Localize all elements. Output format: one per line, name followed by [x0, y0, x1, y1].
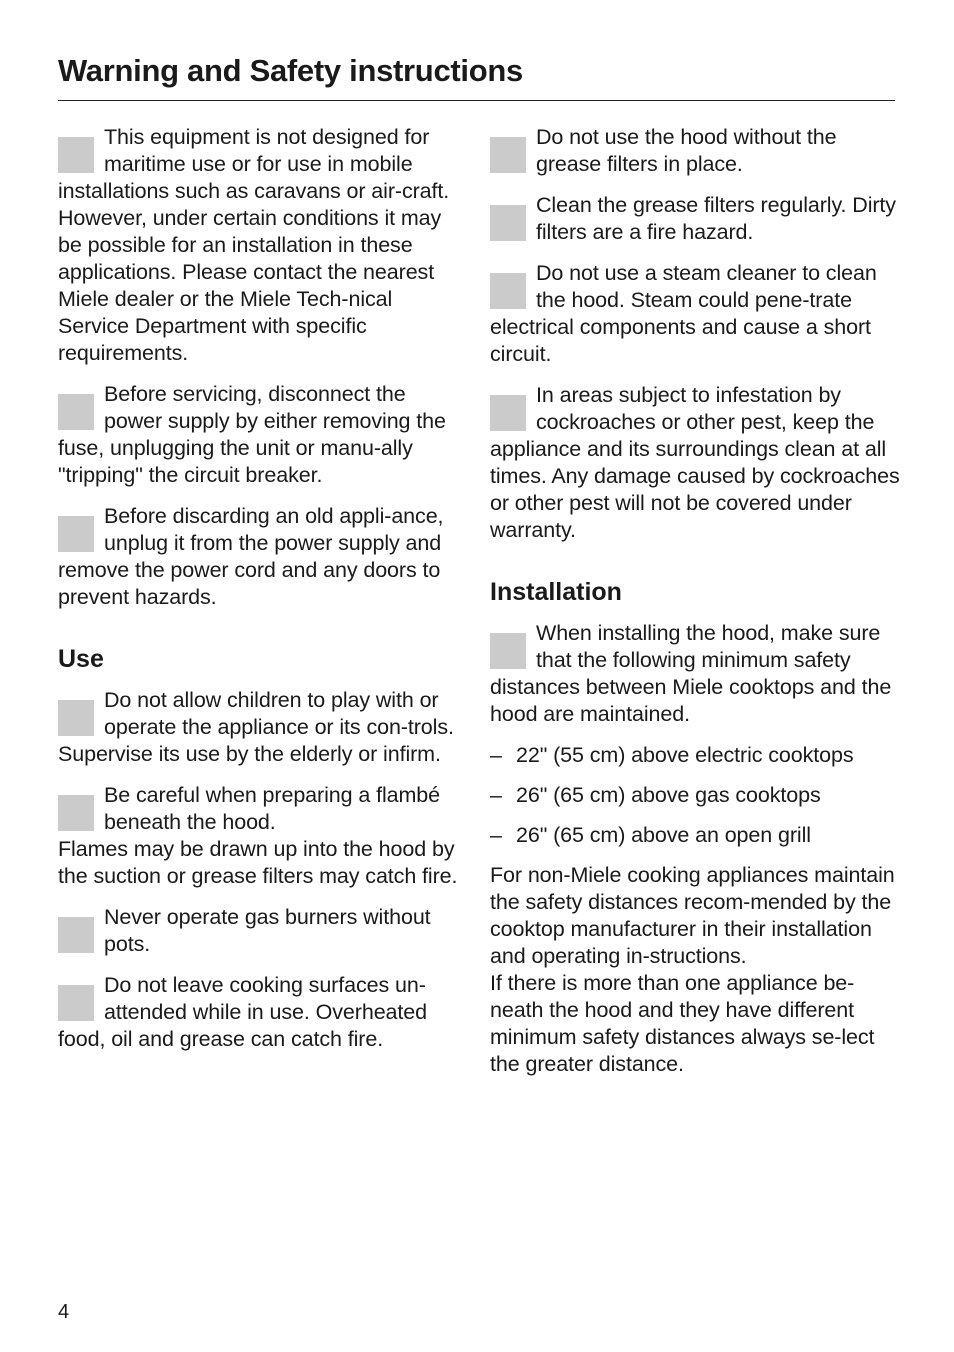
warning-item: [58, 503, 468, 611]
warning-item: [490, 124, 900, 178]
warning-square-icon: [58, 917, 94, 953]
distance-text: 26" (65 cm) above gas cooktops: [516, 783, 821, 807]
warning-square-icon: [58, 985, 94, 1021]
distance-text: 22" (55 cm) above electric cooktops: [516, 743, 854, 767]
warning-square-icon: [490, 273, 526, 309]
dash-icon: –: [490, 783, 502, 807]
non-miele-paragraph: For non-Miele cooking appliances maintain the safety distances recom-mended by the cooktop manufacturer in their installation and operating in-structions.: [490, 863, 895, 968]
dash-icon: –: [490, 743, 502, 767]
distance-text: 26" (65 cm) above an open grill: [516, 823, 811, 847]
warning-square-icon: [490, 205, 526, 241]
warning-text: Before servicing, disconnect the power supply by either removing the fuse, unplugging the unit or manu-ally "tripping" the circuit breaker.: [58, 382, 446, 487]
warning-square-icon: [490, 137, 526, 173]
warning-item: [490, 382, 900, 544]
warning-text: Do not use a steam cleaner to clean the hood. Steam could pene-trate electrical components and cause a short circuit.: [490, 261, 877, 366]
section-heading-installation: Installation: [490, 578, 622, 606]
warning-square-icon: [58, 394, 94, 430]
warning-square-icon: [58, 137, 94, 173]
warning-text: Clean the grease filters regularly. Dirty filters are a fire hazard.: [536, 193, 896, 244]
warning-square-icon: [58, 700, 94, 736]
multiple-appliance-paragraph: If there is more than one appliance be-neath the hood and they have different minimum safety distances always se-lect the greater distance.: [490, 971, 875, 1076]
warning-item: [58, 904, 468, 958]
warning-square-icon: [490, 633, 526, 669]
section-heading-use: Use: [58, 645, 104, 673]
warning-item: [58, 381, 468, 489]
warning-text: Never operate gas burners without pots.: [104, 905, 431, 956]
distance-list-item: [490, 782, 900, 809]
warning-text: Do not leave cooking surfaces un-attended while in use. Overheated food, oil and grease can catch fire.: [58, 973, 428, 1051]
warning-item: [58, 124, 468, 367]
warning-text: This equipment is not designed for maritime use or for use in mobile installations such as caravans or air-craft. However, under certain conditions it may be possible for an installation in these applications. Please contact the nearest Miele dealer or the Miele Tech-nical Service Department with specific requirements.: [58, 125, 450, 365]
warning-text: In areas subject to infestation by cockroaches or other pest, keep the appliance and its surroundings clean at all times. Any damage caused by cockroaches or other pest will not be covered under warranty.: [490, 383, 900, 542]
warning-text: Do not allow children to play with or operate the appliance or its con-trols. Supervise its use by the elderly or infirm.: [58, 688, 454, 766]
page-title: Warning and Safety instructions: [58, 53, 523, 88]
right-column: [490, 124, 900, 1078]
warning-item: [490, 620, 900, 728]
warning-text: When installing the hood, make sure that the following minimum safety distances between Miele cooktops and the hood are maintained.: [490, 621, 892, 726]
warning-text: Before discarding an old appli-ance, unplug it from the power supply and remove the power cord and any doors to prevent hazards.: [58, 504, 444, 609]
warning-note: Flames may be drawn up into the hood by the suction or grease filters may catch fire.: [58, 837, 458, 888]
warning-item: [58, 782, 468, 890]
warning-square-icon: [58, 795, 94, 831]
warning-item: [58, 972, 468, 1053]
warning-item: [490, 192, 900, 246]
left-column: [58, 124, 468, 1067]
distance-list-item: [490, 742, 900, 769]
distance-list-item: [490, 822, 900, 849]
page-number: 4: [58, 1301, 70, 1323]
dash-icon: –: [490, 823, 502, 847]
warning-item: [58, 687, 468, 768]
warning-text: Do not use the hood without the grease filters in place.: [536, 125, 837, 176]
warning-text: Be careful when preparing a flambé beneath the hood.: [104, 783, 441, 834]
title-divider: [58, 100, 895, 101]
warning-item: [490, 260, 900, 368]
warning-square-icon: [58, 516, 94, 552]
warning-square-icon: [490, 395, 526, 431]
